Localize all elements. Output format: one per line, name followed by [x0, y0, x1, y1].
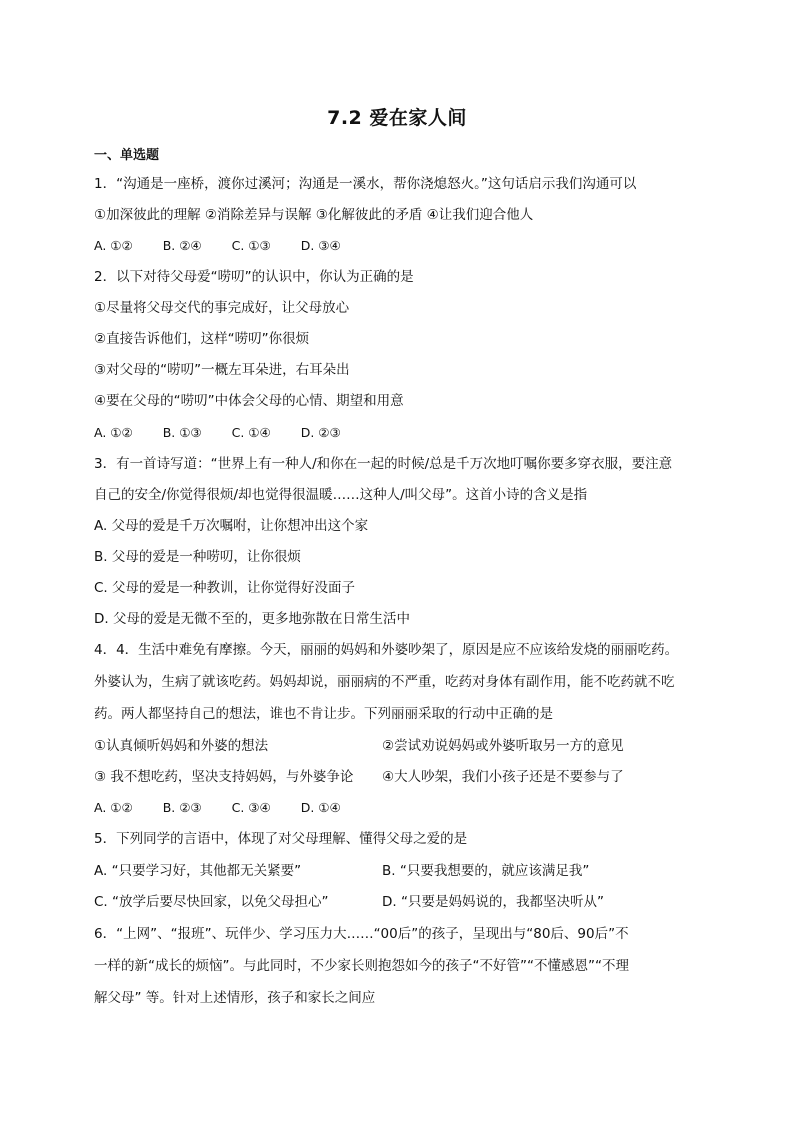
question-6-stem-line-3: 解父母” 等。针对上述情形，孩子和家长之间应: [94, 990, 376, 1006]
option-a[interactable]: A. ①②: [94, 425, 133, 440]
option-d[interactable]: D. ②③: [300, 425, 341, 440]
question-4-item-3: ③ 我不想吃药，坚决支持妈妈，与外婆争论: [94, 769, 354, 785]
question-6-stem-line-2: 一样的新“成长的烦恼”。与此同时，不少家长则抱怨如今的孩子“不好管”“不懂感恩”“不理: [94, 958, 629, 974]
question-4-item-2: ②尝试劝说妈妈或外婆听取另一方的意见: [382, 738, 624, 754]
option-c[interactable]: C. ③④: [231, 800, 271, 815]
option-d[interactable]: D. ③④: [300, 238, 341, 253]
question-4-item-1: ①认真倾听妈妈和外婆的想法: [94, 738, 269, 754]
question-5-option-b[interactable]: B. “只要我想要的，就应该满足我”: [382, 863, 590, 879]
question-3-stem-line-1: 3．有一首诗写道：“世界上有一种人/和你在一起的时候/总是千万次地叮嘱你要多穿衣服，要注意: [94, 456, 673, 472]
question-5-option-c[interactable]: C. “放学后要尽快回家，以免父母担心”: [94, 894, 329, 910]
question-5-option-a[interactable]: A. “只要学习好，其他都无关紧要”: [94, 863, 302, 879]
page-title: 7.2 爱在家人间: [327, 107, 467, 129]
question-2-options: [94, 423, 367, 443]
question-3-option-b[interactable]: B. 父母的爱是一种唠叨，让你很烦: [94, 549, 301, 565]
question-2-item-1: ①尽量将父母交代的事完成好，让父母放心: [94, 300, 350, 316]
option-b[interactable]: B. ②③: [162, 800, 202, 815]
question-2-stem: 2．以下对待父母爱“唠叨”的认识中，你认为正确的是: [94, 269, 414, 285]
option-c[interactable]: C. ①④: [231, 425, 271, 440]
question-4-stem-line-1: 4．4．生活中难免有摩擦。今天，丽丽的妈妈和外婆吵架了，原因是应不应该给发烧的丽丽吃药。: [94, 642, 679, 658]
section-heading: 一、单选题: [94, 148, 160, 163]
option-b[interactable]: B. ①③: [162, 425, 202, 440]
question-3-stem-line-2: 自己的安全/你觉得很烦/却也觉得很温暖……这种人/叫父母”。这首小诗的含义是指: [94, 487, 588, 503]
question-3-option-c[interactable]: C. 父母的爱是一种教训，让你觉得好没面子: [94, 580, 356, 596]
option-a[interactable]: A. ①②: [94, 238, 133, 253]
option-b[interactable]: B. ②④: [162, 238, 202, 253]
question-6-stem-line-1: 6．“上网”、“报班”、玩伴少、学习压力大……“00后”的孩子，呈现出与“80后、90后”不: [94, 926, 629, 942]
question-1-options: [94, 236, 367, 256]
question-1-stem: 1．“沟通是一座桥，渡你过溪河；沟通是一溪水，帮你浇熄怒火。”这句话启示我们沟通可以: [94, 176, 637, 192]
question-4-stem-line-3: 药。两人都坚持自己的想法，谁也不肯让步。下列丽丽采取的行动中正确的是: [94, 706, 553, 722]
question-2-item-3: ③对父母的“唠叨”一概左耳朵进，右耳朵出: [94, 362, 350, 378]
option-c[interactable]: C. ①③: [231, 238, 271, 253]
question-4-item-4: ④大人吵架，我们小孩子还是不要参与了: [382, 769, 624, 785]
question-3-option-d[interactable]: D. 父母的爱是无微不至的，更多地弥散在日常生活中: [94, 611, 410, 627]
question-3-option-a[interactable]: A. 父母的爱是千万次嘱咐，让你想冲出这个家: [94, 518, 369, 534]
question-1-items: ①加深彼此的理解 ②消除差异与误解 ③化解彼此的矛盾 ④让我们迎合他人: [94, 207, 534, 223]
question-4-options: [94, 798, 367, 818]
question-2-item-4: ④要在父母的“唠叨”中体会父母的心情、期望和用意: [94, 393, 404, 409]
option-a[interactable]: A. ①②: [94, 800, 133, 815]
question-4-stem-line-2: 外婆认为，生病了就该吃药。妈妈却说，丽丽病的不严重，吃药对身体有副作用，能不吃药就不吃: [94, 674, 675, 690]
question-5-stem: 5．下列同学的言语中，体现了对父母理解、懂得父母之爱的是: [94, 831, 468, 847]
question-2-item-2: ②直接告诉他们，这样“唠叨”你很烦: [94, 331, 310, 347]
option-d[interactable]: D. ①④: [300, 800, 341, 815]
question-5-option-d[interactable]: D. “只要是妈妈说的，我都坚决听从”: [382, 894, 604, 910]
